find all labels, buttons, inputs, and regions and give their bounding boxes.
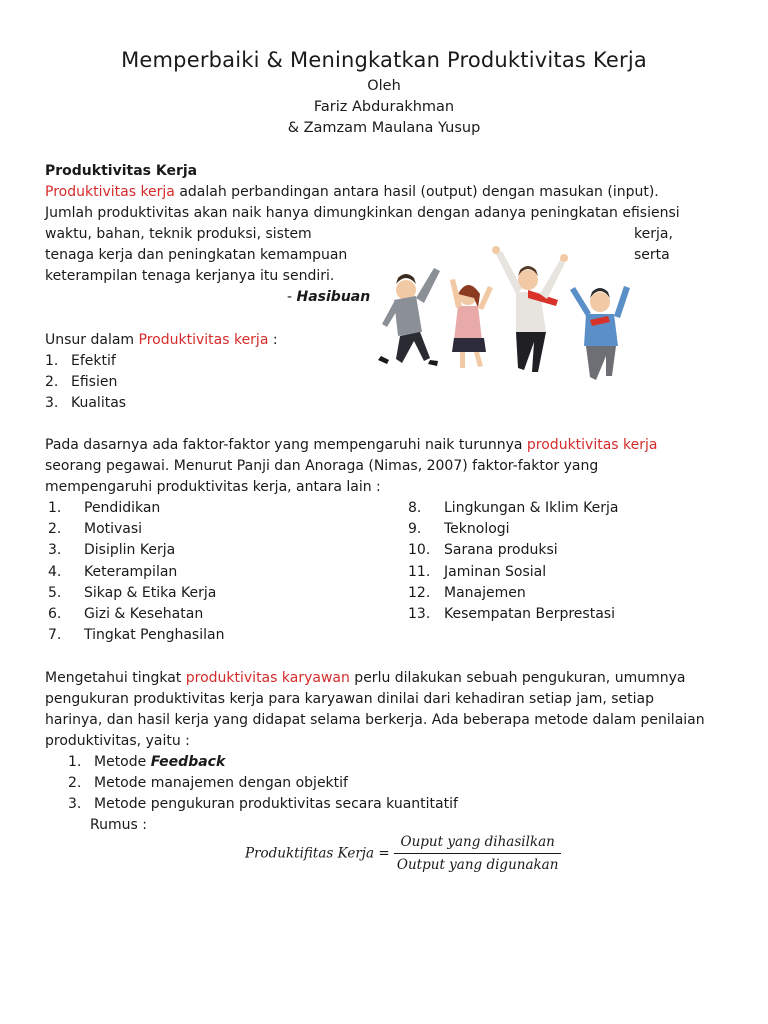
factors-para-line-2: seorang pegawai. Menurut Panji dan Anoraga (Nimas, 2007) faktor-faktor yang bbox=[45, 458, 599, 474]
list-item: 2. Efisien bbox=[45, 374, 118, 390]
factors-para-line-3: mempengaruhi produktivitas kerja, antara lain : bbox=[45, 479, 381, 495]
list-item: 13. Kesempatan Berprestasi bbox=[408, 606, 615, 622]
definition-line-5: keterampilan tenaga kerjanya itu sendiri. bbox=[45, 268, 335, 284]
citation-dash: - bbox=[287, 289, 297, 305]
citation-name: Hasibuan bbox=[296, 289, 371, 305]
list-item: 2. Motivasi bbox=[48, 521, 143, 537]
unsur-label-term: Produktivitas kerja bbox=[138, 332, 269, 348]
list-item: 1. Metode Feedback bbox=[68, 754, 226, 770]
definition-line-4: tenaga kerja dan peningkatan kemampuan bbox=[45, 247, 348, 263]
list-item: 2. Metode manajemen dengan objektif bbox=[68, 775, 348, 791]
list-item: 5. Sikap & Etika Kerja bbox=[48, 585, 217, 601]
list-item: 4. Keterampilan bbox=[48, 564, 178, 580]
list-item: 8. Lingkungan & Iklim Kerja bbox=[408, 500, 619, 516]
list-item: 3. Disiplin Kerja bbox=[48, 542, 176, 558]
page-title: Memperbaiki & Meningkatkan Produktivitas Kerja bbox=[121, 48, 647, 72]
unsur-label-pre: Unsur dalam bbox=[45, 332, 139, 348]
definition-line-1 bbox=[45, 182, 659, 202]
list-item: 6. Gizi & Kesehatan bbox=[48, 606, 204, 622]
definition-line-3-end: kerja, bbox=[634, 226, 673, 242]
person-4 bbox=[570, 286, 630, 380]
definition-line-4-end: serta bbox=[634, 247, 670, 263]
section-heading: Produktivitas Kerja bbox=[45, 163, 198, 179]
list-item: 9. Teknologi bbox=[408, 521, 510, 537]
list-item: 11. Jaminan Sosial bbox=[408, 564, 547, 580]
unsur-label-post: : bbox=[268, 332, 278, 348]
measure-pre: Mengetahui tingkat bbox=[45, 670, 186, 686]
factors-para-line-1 bbox=[45, 435, 658, 455]
definition-line-2: Jumlah produktivitas akan naik hanya dimungkinkan dengan adanya peningkatan efisiensi bbox=[45, 205, 680, 221]
term-highlight: Produktivitas kerja bbox=[45, 184, 175, 200]
list-item: 1. Pendidikan bbox=[48, 500, 161, 516]
list-item: 3. Kualitas bbox=[45, 395, 127, 411]
measure-line-1 bbox=[45, 668, 685, 688]
formula-fraction bbox=[394, 834, 562, 873]
list-item: 3. Metode pengukuran produktivitas secara kuantitatif bbox=[68, 796, 458, 812]
formula-numerator: Ouput yang dihasilkan bbox=[394, 834, 562, 854]
person-3 bbox=[492, 246, 568, 372]
by-line: Oleh bbox=[367, 78, 401, 94]
formula-lhs: Produktifitas Kerja = bbox=[245, 845, 394, 862]
measure-line-3: harinya, dan hasil kerja yang didapat selama berkerja. Ada beberapa metode dalam penilaian bbox=[45, 712, 705, 728]
person-1 bbox=[378, 268, 440, 366]
factors-para-term: produktivitas kerja bbox=[526, 437, 658, 453]
measure-post: perlu dilakukan sebuah pengukuran, umumnya bbox=[349, 670, 686, 686]
unsur-label bbox=[45, 330, 278, 350]
rumus-label: Rumus : bbox=[90, 817, 147, 833]
formula-denominator: Output yang digunakan bbox=[396, 857, 559, 873]
list-item: 7. Tingkat Penghasilan bbox=[48, 627, 225, 643]
definition-rest: adalah perbandingan antara hasil (output) dengan masukan (input). bbox=[174, 184, 659, 200]
list-item: 10. Sarana produksi bbox=[408, 542, 558, 558]
measure-line-2: pengukuran produktivitas kerja para karyawan dinilai dari kehadiran setiap jam, setiap bbox=[45, 691, 655, 707]
measure-term: produktivitas karyawan bbox=[185, 670, 350, 686]
feedback-emphasis: Feedback bbox=[150, 754, 226, 770]
factors-para-pre: Pada dasarnya ada faktor-faktor yang mempengaruhi naik turunnya bbox=[45, 437, 527, 453]
formula bbox=[245, 834, 561, 873]
person-2 bbox=[450, 279, 493, 368]
definition-line-3: waktu, bahan, teknik produksi, sistem bbox=[45, 226, 312, 242]
measure-line-4: produktivitas, yaitu : bbox=[45, 733, 190, 749]
jumping-people-illustration bbox=[378, 238, 638, 388]
author-2: & Zamzam Maulana Yusup bbox=[287, 120, 481, 136]
author-1: Fariz Abdurakhman bbox=[313, 99, 455, 115]
list-item: 12. Manajemen bbox=[408, 585, 526, 601]
citation bbox=[287, 287, 370, 307]
list-item: 1. Efektif bbox=[45, 353, 116, 369]
